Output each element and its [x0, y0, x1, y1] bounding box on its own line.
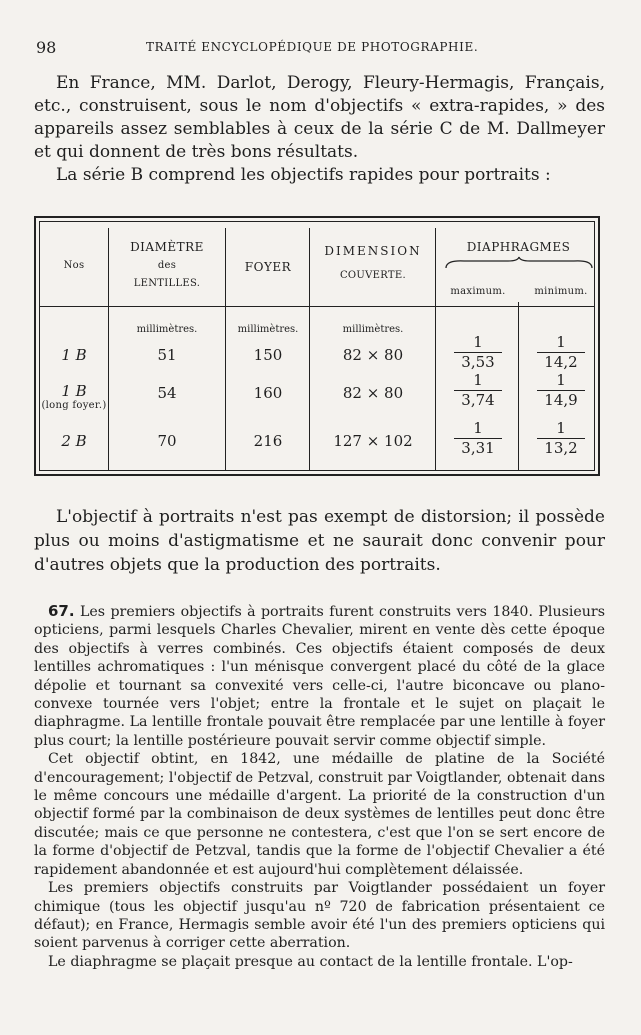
- intro-paragraph: En France, MM. Darlot, Derogy, Fleury-Hermagis, Français, etc., construisent, sous le nom d'objectifs « extra-rapides, » des appareils assez semblables à ceux de la série C de M. Dallmeyer et qui donnent de très bons résultats.: [34, 73, 605, 162]
- column-rule: [435, 228, 436, 470]
- row-diametre: 51: [157, 346, 177, 364]
- row-note: (long foyer.): [41, 400, 107, 411]
- after-table-text: [34, 505, 605, 577]
- row-foyer: 216: [253, 432, 283, 450]
- section-number: 67.: [48, 602, 75, 620]
- after-table-paragraph: L'objectif à portraits n'est pas exempt de distorsion; il possède plus ou moins d'astigmatisme et ne saurait donc convenir pour d'autres objets que la production des portraits.: [34, 507, 605, 575]
- intro-text: [34, 72, 605, 187]
- fraction-numerator: 1: [473, 371, 483, 389]
- fraction-denominator: 3,53: [461, 353, 495, 371]
- fraction-numerator: 1: [556, 371, 566, 389]
- section-paragraph-text: Les premiers objectifs à portraits furent construits vers 1840. Plusieurs opticiens, parmi lesquels Charles Chevalier, mirent en vente dès cette époque des objectifs à verres combinés. Ces objectifs étaient composés de deux lentilles achromatiques : l'un ménisque convergent placé du côté de la glace dépolie et tournant sa convexité vers celle-ci, l'autre biconcave ou plano-convexe tournée vers l'objet; entre la frontale et le sujet on plaçait le diaphragme. La lentille frontale pouvait être remplacée par une lentille à foyer plus court; la lentille postérieure pouvait servir comme objectif simple.: [34, 604, 605, 749]
- lens-table: [34, 216, 600, 476]
- section-67: [34, 602, 605, 971]
- row-max-fraction: [448, 420, 508, 457]
- running-title: TRAITÉ ENCYCLOPÉDIQUE DE PHOTOGRAPHIE.: [146, 40, 479, 54]
- unit-diametre: millimètres.: [136, 324, 198, 335]
- fraction-numerator: 1: [556, 333, 566, 351]
- section-paragraph: Les premiers objectifs construits par Voigtlander possédaient un foyer chimique (tous les objectif jusqu'au nº 720 de fabrication présentaient ce défaut); en France, Hermagis semble avoir été l'un des premiers opticiens qui soient parvenus à corriger cette aberration.: [34, 880, 605, 952]
- column-rule: [518, 302, 519, 470]
- fraction-denominator: 14,9: [544, 391, 578, 409]
- row-foyer: 160: [253, 384, 283, 402]
- fraction-denominator: 3,31: [461, 439, 495, 457]
- row-no: 1 B: [61, 346, 87, 364]
- column-rule: [108, 228, 109, 470]
- row-min-fraction: [531, 372, 591, 409]
- header-diametre-des: des: [157, 260, 177, 271]
- header-diametre: DIAMÈTRE: [130, 240, 204, 254]
- intro-paragraph: La série B comprend les objectifs rapides pour portraits :: [56, 165, 551, 185]
- row-max-fraction: [448, 372, 508, 409]
- row-dimension: 82 × 80: [342, 346, 404, 364]
- row-dimension: 127 × 102: [333, 432, 413, 450]
- table-inner-frame: [39, 221, 595, 471]
- row-diametre: 70: [157, 432, 177, 450]
- fraction-numerator: 1: [473, 333, 483, 351]
- row-foyer: 150: [253, 346, 283, 364]
- header-minimum: minimum.: [534, 286, 588, 297]
- running-head: [36, 38, 605, 58]
- header-foyer: FOYER: [244, 260, 292, 274]
- row-min-fraction: [531, 420, 591, 457]
- fraction-numerator: 1: [473, 419, 483, 437]
- section-paragraph: Le diaphragme se plaçait presque au contact de la lentille frontale. L'op-: [48, 953, 573, 970]
- unit-foyer: millimètres.: [237, 324, 299, 335]
- brace-icon: [444, 256, 594, 270]
- row-no: 1 B: [61, 382, 87, 400]
- row-max-fraction: [448, 334, 508, 371]
- section-paragraph: [34, 602, 605, 750]
- header-diaphragmes: DIAPHRAGMES: [466, 240, 571, 254]
- fraction-denominator: 13,2: [544, 439, 578, 457]
- section-paragraph: Cet objectif obtint, en 1842, une médaille de platine de la Société d'encouragement; l'objectif de Petzval, construit par Voigtlander, obtenait dans le même concours une médaille d'argent. La priorité de la construction d'un objectif formé par la combinaison de deux systèmes de lentilles peut donc être discutée; mais ce que personne ne contestera, c'est que l'on se sert encore de la forme d'objectif de Petzval, tandis que la forme de l'objectif Chevalier a été rapidement abandonnée et est aujourd'hui complètement délaissée.: [34, 751, 605, 878]
- unit-dimension: millimètres.: [342, 324, 404, 335]
- row-diametre: 54: [157, 384, 177, 402]
- row-no: 2 B: [61, 432, 87, 450]
- header-diametre-lentilles: LENTILLES.: [133, 278, 201, 289]
- fraction-denominator: 3,74: [461, 391, 495, 409]
- column-rule: [225, 228, 226, 470]
- header-dimension: DIMENSION: [324, 244, 422, 258]
- header-no: Nos: [63, 260, 85, 271]
- fraction-denominator: 14,2: [544, 353, 578, 371]
- row-min-fraction: [531, 334, 591, 371]
- fraction-numerator: 1: [556, 419, 566, 437]
- page-number: 98: [36, 38, 57, 57]
- header-dimension-couverte: COUVERTE.: [339, 270, 406, 281]
- header-rule: [40, 306, 594, 307]
- column-rule: [309, 228, 310, 470]
- header-maximum: maximum.: [450, 286, 506, 297]
- row-dimension: 82 × 80: [342, 384, 404, 402]
